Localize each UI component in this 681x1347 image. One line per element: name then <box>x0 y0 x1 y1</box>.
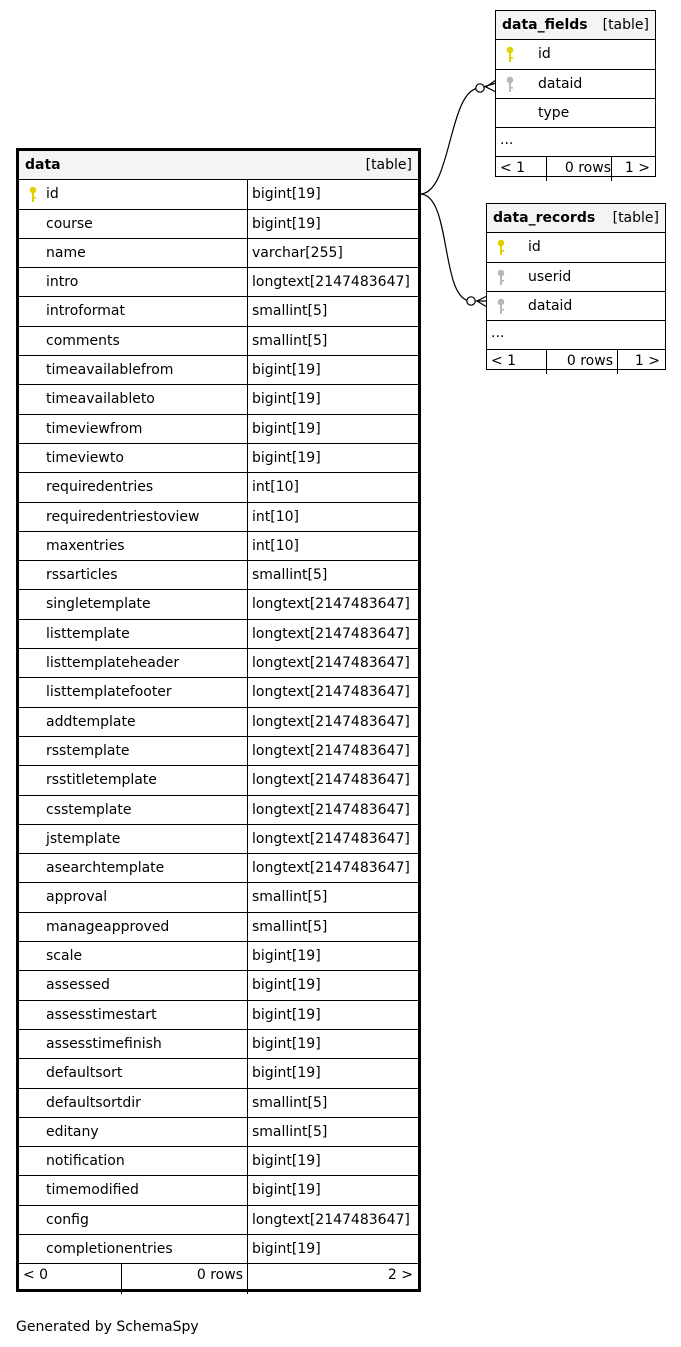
nav-right: 2 > <box>387 1267 413 1284</box>
more-columns <box>496 128 655 157</box>
column-type: smallint[5] <box>252 332 328 349</box>
column-row-requiredentriestoview <box>19 503 418 532</box>
table-header <box>19 151 418 180</box>
column-type: longtext[2147483647] <box>252 742 410 759</box>
column-type: longtext[2147483647] <box>252 772 410 789</box>
column-type: bigint[19] <box>252 449 321 466</box>
column-name: name <box>46 244 86 261</box>
column-name: type <box>538 104 570 121</box>
column-name: dataid <box>528 297 573 314</box>
column-name: defaultsortdir <box>46 1094 141 1111</box>
column-name: asearchtemplate <box>46 860 165 877</box>
column-row-rsstemplate <box>19 737 418 766</box>
nav-left: < 1 <box>500 160 526 177</box>
column-name: completionentries <box>46 1240 173 1257</box>
column-row-dataid <box>487 292 665 321</box>
column-row-completionentries <box>19 1235 418 1264</box>
column-name: assessed <box>46 977 110 994</box>
nav-rows: 0 rows <box>564 160 611 177</box>
relation-data-to-data-records <box>420 194 487 301</box>
column-name: listtemplateheader <box>46 655 180 672</box>
foreign-key-icon <box>505 76 515 93</box>
generated-by-footer: Generated by SchemaSpy <box>16 1319 199 1335</box>
table-kind: [table] <box>612 210 659 226</box>
nav-right: 1 > <box>634 353 660 370</box>
column-type: longtext[2147483647] <box>252 860 410 877</box>
column-row-timemodified <box>19 1176 418 1205</box>
column-name: timeviewfrom <box>46 420 143 437</box>
column-row-asearchtemplate <box>19 854 418 883</box>
column-type: bigint[19] <box>252 948 321 965</box>
column-type: bigint[19] <box>252 420 321 437</box>
more-columns <box>487 321 665 350</box>
column-row-assesstimefinish <box>19 1030 418 1059</box>
column-type: smallint[5] <box>252 889 328 906</box>
column-row-intro <box>19 268 418 297</box>
column-row-config <box>19 1206 418 1235</box>
table-data-fields <box>495 10 656 177</box>
column-type: bigint[19] <box>252 215 321 232</box>
table-nav <box>19 1264 418 1293</box>
column-type: smallint[5] <box>252 918 328 935</box>
column-name: userid <box>528 268 572 285</box>
column-type: bigint[19] <box>252 1065 321 1082</box>
column-type: bigint[19] <box>252 1182 321 1199</box>
column-name: rssarticles <box>46 567 118 584</box>
column-row-listtemplate <box>19 620 418 649</box>
nav-right: 1 > <box>624 160 650 177</box>
foreign-key-icon <box>496 269 506 286</box>
column-type: longtext[2147483647] <box>252 655 410 672</box>
column-type: bigint[19] <box>252 186 321 203</box>
column-row-comments <box>19 327 418 356</box>
column-type: longtext[2147483647] <box>252 1211 410 1228</box>
column-name: requiredentriestoview <box>46 508 200 525</box>
column-row-defaultsortdir <box>19 1089 418 1118</box>
column-name: singletemplate <box>46 596 151 613</box>
table-nav <box>487 350 665 374</box>
table-data <box>16 148 421 1292</box>
column-row-editany <box>19 1118 418 1147</box>
column-name: requiredentries <box>46 479 154 496</box>
primary-key-icon <box>28 186 38 203</box>
column-row-assesstimestart <box>19 1001 418 1030</box>
column-row-singletemplate <box>19 590 418 619</box>
column-name: csstemplate <box>46 801 132 818</box>
nav-left: < 0 <box>23 1267 49 1284</box>
column-row-introformat <box>19 297 418 326</box>
column-row-name <box>19 239 418 268</box>
column-type: smallint[5] <box>252 303 328 320</box>
column-row-csstemplate <box>19 796 418 825</box>
column-type: longtext[2147483647] <box>252 801 410 818</box>
column-name: id <box>46 186 59 203</box>
column-name: timeavailablefrom <box>46 362 174 379</box>
column-name: editany <box>46 1123 99 1140</box>
column-type: longtext[2147483647] <box>252 274 410 291</box>
column-type: varchar[255] <box>252 244 343 261</box>
column-type: longtext[2147483647] <box>252 713 410 730</box>
column-name: rsstitletemplate <box>46 772 157 789</box>
column-name: defaultsort <box>46 1065 123 1082</box>
column-row-timeavailablefrom <box>19 356 418 385</box>
optional-marker-data-fields <box>476 84 484 92</box>
column-row-listtemplateheader <box>19 649 418 678</box>
column-type: int[10] <box>252 479 299 496</box>
column-name: course <box>46 215 93 232</box>
column-row-notification <box>19 1147 418 1176</box>
column-name: timeviewto <box>46 449 124 466</box>
column-type: longtext[2147483647] <box>252 830 410 847</box>
nav-left: < 1 <box>491 353 517 370</box>
column-name: assesstimefinish <box>46 1035 162 1052</box>
table-header <box>496 11 655 40</box>
column-row-rssarticles <box>19 561 418 590</box>
column-name: listtemplate <box>46 625 130 642</box>
column-name: comments <box>46 332 120 349</box>
column-name: listtemplatefooter <box>46 684 172 701</box>
column-name: id <box>528 239 541 256</box>
column-name: approval <box>46 889 108 906</box>
column-name: id <box>538 46 551 63</box>
column-row-dataid <box>496 70 655 99</box>
column-name: notification <box>46 1153 125 1170</box>
primary-key-icon <box>496 239 506 256</box>
column-name: jstemplate <box>46 830 121 847</box>
column-row-id <box>496 40 655 69</box>
column-name: scale <box>46 948 83 965</box>
foreign-key-icon <box>496 298 506 315</box>
column-type: bigint[19] <box>252 1006 321 1023</box>
column-row-timeviewfrom <box>19 415 418 444</box>
primary-key-icon <box>505 46 515 63</box>
column-row-maxentries <box>19 532 418 561</box>
column-type: int[10] <box>252 508 299 525</box>
column-name: addtemplate <box>46 713 136 730</box>
column-row-timeavailableto <box>19 385 418 414</box>
column-row-course <box>19 210 418 239</box>
column-name: dataid <box>538 75 583 92</box>
column-row-approval <box>19 883 418 912</box>
column-name: maxentries <box>46 537 125 554</box>
nav-rows: 0 rows <box>566 353 613 370</box>
optional-marker-data-records <box>467 297 475 305</box>
column-name: rsstemplate <box>46 742 130 759</box>
column-type: bigint[19] <box>252 1153 321 1170</box>
table-kind: [table] <box>365 157 412 173</box>
column-name: assesstimestart <box>46 1006 157 1023</box>
column-type: smallint[5] <box>252 1123 328 1140</box>
table-name: data_records <box>493 210 596 226</box>
column-row-id <box>487 233 665 262</box>
column-row-timeviewto <box>19 444 418 473</box>
table-data-records <box>486 203 666 370</box>
ellipsis: ... <box>500 132 514 149</box>
column-type: bigint[19] <box>252 391 321 408</box>
column-type: bigint[19] <box>252 1035 321 1052</box>
table-nav <box>496 157 655 181</box>
column-type: bigint[19] <box>252 1240 321 1257</box>
nav-rows: 0 rows <box>196 1267 243 1284</box>
column-row-userid <box>487 263 665 292</box>
column-name: introformat <box>46 303 125 320</box>
column-row-scale <box>19 942 418 971</box>
column-name: manageapproved <box>46 918 170 935</box>
column-row-defaultsort <box>19 1059 418 1088</box>
column-row-assessed <box>19 971 418 1000</box>
column-type: smallint[5] <box>252 567 328 584</box>
column-row-manageapproved <box>19 913 418 942</box>
column-name: config <box>46 1211 89 1228</box>
column-row-requiredentries <box>19 473 418 502</box>
column-row-jstemplate <box>19 825 418 854</box>
column-type: longtext[2147483647] <box>252 596 410 613</box>
column-type: bigint[19] <box>252 362 321 379</box>
relation-data-to-data-fields <box>420 83 496 194</box>
column-name: timeavailableto <box>46 391 155 408</box>
column-row-addtemplate <box>19 708 418 737</box>
column-name: timemodified <box>46 1182 139 1199</box>
ellipsis: ... <box>491 325 505 342</box>
column-type: int[10] <box>252 537 299 554</box>
column-type: longtext[2147483647] <box>252 625 410 642</box>
column-type: bigint[19] <box>252 977 321 994</box>
table-kind: [table] <box>602 17 649 33</box>
column-row-rsstitletemplate <box>19 766 418 795</box>
table-name: data_fields <box>502 17 588 33</box>
column-name: intro <box>46 274 79 291</box>
column-type: smallint[5] <box>252 1094 328 1111</box>
table-name: data <box>25 157 61 173</box>
column-row-id <box>19 180 418 209</box>
column-row-type <box>496 99 655 128</box>
table-header <box>487 204 665 233</box>
column-row-listtemplatefooter <box>19 678 418 707</box>
column-type: longtext[2147483647] <box>252 684 410 701</box>
